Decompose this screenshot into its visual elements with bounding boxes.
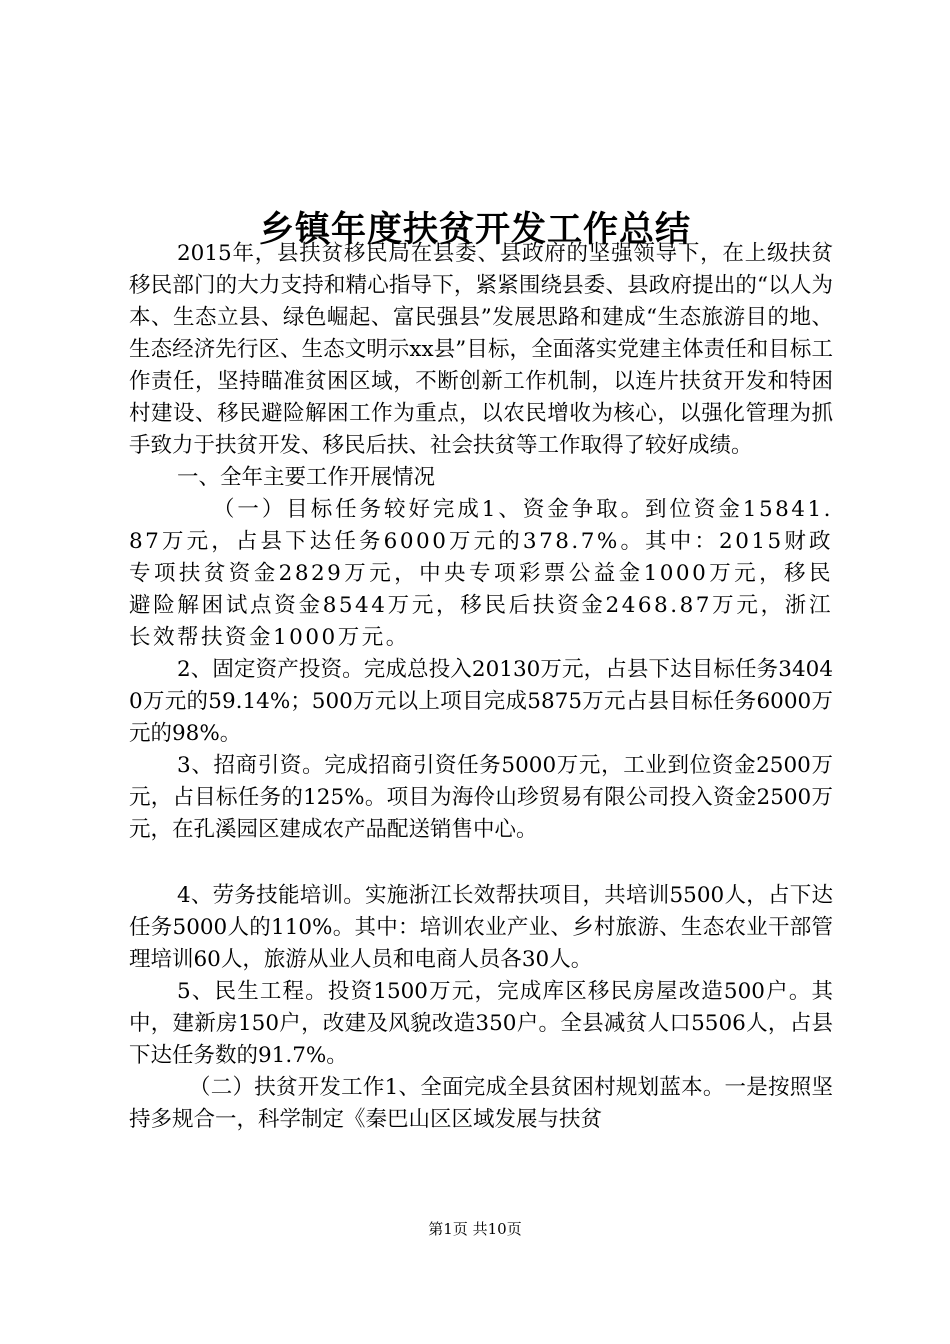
paragraph-training: 4、劳务技能培训。实施浙江长效帮扶项目，共培训5500人，占下达任务5000人的110%。其中：培训农业产业、乡村旅游、生态农业干部管理培训60人，旅游从业人员和电商人员各30人。 [129,883,833,972]
paragraph-fixed-assets: 2、固定资产投资。完成总投入20130万元，占县下达目标任务34040万元的59.14%；500万元以上项目完成5875万元占县目标任务6000万元的98%。 [129,657,833,746]
paragraph-gap [129,846,833,880]
section-heading-1: 一、全年主要工作开展情况 [177,465,436,490]
paragraph-poverty-work: （二）扶贫开发工作1、全面完成全县贫困村规划蓝本。一是按照坚持多规合一，科学制定《秦巴山区区域发展与扶贫 [129,1075,833,1132]
paragraph-funding: （一）目标任务较好完成1、资金争取。到位资金15841.87万元，占县下达任务6000万元的378.7%。其中：2015财政专项扶贫资金2829万元，中央专项彩票公益金1000万元，移民避险解困试点资金8544万元，移民后扶资金2468.87万元，浙江长效帮扶资金1000万元。 [129,497,833,650]
paragraph-intro: 2015年，县扶贫移民局在县委、县政府的坚强领导下，在上级扶贫移民部门的大力支持和精心指导下，紧紧围绕县委、县政府提出的“以人为本、生态立县、绿色崛起、富民强县”发展思路和建成“生态旅游目的地、生态经济先行区、生态文明示xx县”目标，全面落实党建主体责任和目标工作责任，坚持瞄准贫困区域，不断创新工作机制，以连片扶贫开发和特困村建设、移民避险解困工作为重点，以农民增收为核心，以强化管理为抓手致力于扶贫开发、移民后扶、社会扶贫等工作取得了较好成绩。 [129,241,833,458]
paragraph-livelihood: 5、民生工程。投资1500万元，完成库区移民房屋改造500户。其中，建新房150户，改建及风貌改造350户。全县减贫人口5506人，占县下达任务数的91.7%。 [129,979,833,1068]
page-footer: 第1页 共10页 [428,1220,522,1238]
document-body [129,238,833,1136]
paragraph-investment: 3、招商引资。完成招商引资任务5000万元，工业到位资金2500万元，占目标任务的125%。项目为海伶山珍贸易有限公司投入资金2500万元，在孔溪园区建成农产品配送销售中心。 [129,753,833,842]
document-title: 乡镇年度扶贫开发工作总结 [258,210,691,251]
